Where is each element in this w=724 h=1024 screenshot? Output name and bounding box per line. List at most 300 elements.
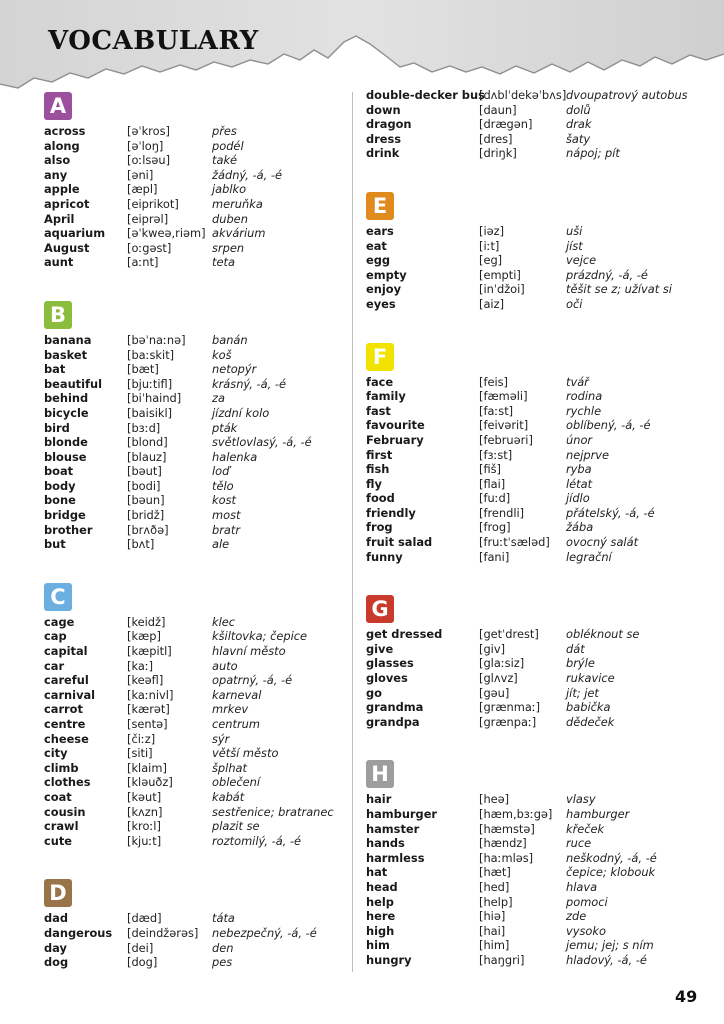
vocabulary-entry bbox=[366, 404, 706, 419]
vocabulary-entry bbox=[44, 702, 344, 717]
letter-badge: F bbox=[366, 343, 394, 371]
pronunciation: [kjuːt] bbox=[127, 833, 162, 848]
vocabulary-entry bbox=[366, 297, 706, 312]
vocabulary-entry bbox=[44, 421, 344, 436]
pronunciation: [bridž] bbox=[127, 508, 165, 523]
english-word: grandpa bbox=[366, 714, 420, 729]
vocabulary-entry bbox=[366, 224, 706, 239]
pronunciation: [fiš] bbox=[479, 462, 501, 477]
pronunciation: [feis] bbox=[479, 374, 509, 389]
pronunciation: [blond] bbox=[127, 435, 168, 450]
english-word: bridge bbox=[44, 508, 86, 523]
vocabulary-entry bbox=[44, 450, 344, 465]
vocabulary-entry bbox=[366, 851, 706, 866]
pronunciation: [bʌt] bbox=[127, 537, 155, 552]
pronunciation: [eiprikot] bbox=[127, 196, 179, 211]
vocabulary-entry bbox=[366, 253, 706, 268]
pronunciation: [aiz] bbox=[479, 296, 505, 311]
pronunciation: [kærət] bbox=[127, 702, 170, 717]
vocabulary-entry bbox=[44, 255, 344, 270]
vocabulary-entry bbox=[44, 241, 344, 256]
czech-translation: klec bbox=[212, 614, 236, 629]
czech-translation: dědeček bbox=[566, 714, 615, 729]
english-word: coat bbox=[44, 789, 72, 804]
czech-translation: ryba bbox=[566, 462, 592, 477]
vocabulary-entry bbox=[366, 642, 706, 657]
pronunciation: [empti] bbox=[479, 267, 521, 282]
czech-translation: zde bbox=[566, 909, 587, 924]
vocabulary-entry bbox=[44, 941, 344, 956]
pronunciation: [əˈkweə,riəm] bbox=[127, 226, 206, 241]
czech-translation: nápoj; pít bbox=[566, 146, 620, 161]
english-word: dragon bbox=[366, 117, 412, 132]
pronunciation: [februəri] bbox=[479, 432, 533, 447]
pronunciation: [hæt] bbox=[479, 865, 511, 880]
vocabulary-entry bbox=[44, 717, 344, 732]
pronunciation: [heə] bbox=[479, 792, 510, 807]
english-word: dog bbox=[44, 955, 69, 970]
english-word: ears bbox=[366, 223, 394, 238]
czech-translation: sýr bbox=[212, 731, 230, 746]
pronunciation: [feivərit] bbox=[479, 418, 529, 433]
english-word: family bbox=[366, 389, 406, 404]
english-word: body bbox=[44, 478, 76, 493]
pronunciation: [haːmləs] bbox=[479, 850, 534, 865]
pronunciation: [bjuːtifl] bbox=[127, 376, 173, 391]
pronunciation: [kləuðz] bbox=[127, 775, 173, 790]
english-word: hat bbox=[366, 865, 388, 880]
czech-translation: brýle bbox=[566, 656, 595, 671]
czech-translation: hamburger bbox=[566, 807, 630, 821]
english-word: along bbox=[44, 138, 80, 153]
czech-translation: oblíbený, -á, -é bbox=[566, 418, 651, 433]
vocabulary-entry bbox=[44, 688, 344, 703]
english-word: fruit salad bbox=[366, 535, 433, 550]
english-word: hamster bbox=[366, 821, 420, 836]
pronunciation: [kaːnivl] bbox=[127, 687, 174, 702]
english-word: face bbox=[366, 374, 394, 389]
czech-translation: sestřenice; bratranec bbox=[212, 804, 334, 819]
english-word: dress bbox=[366, 131, 402, 146]
vocabulary-entry bbox=[44, 926, 344, 941]
pronunciation: [kroːl] bbox=[127, 819, 161, 834]
pronunciation: [keidž] bbox=[127, 614, 166, 629]
czech-translation: přátelský, -á, -é bbox=[566, 505, 655, 520]
pronunciation: [kaː] bbox=[127, 658, 154, 673]
vocabulary-entry bbox=[366, 656, 706, 671]
english-word: April bbox=[44, 211, 75, 226]
english-word: food bbox=[366, 491, 395, 506]
letter-badge: C bbox=[44, 583, 72, 611]
english-word: drink bbox=[366, 146, 400, 161]
vocabulary-entry bbox=[44, 790, 344, 805]
vocabulary-entry bbox=[366, 448, 706, 463]
english-word: fish bbox=[366, 462, 390, 477]
pronunciation: [iːt] bbox=[479, 238, 500, 253]
vocabulary-entry bbox=[366, 627, 706, 642]
pronunciation: [giv] bbox=[479, 641, 506, 656]
pronunciation: [dʌblˈdekəˈbʌs] bbox=[479, 88, 567, 102]
czech-translation: teta bbox=[212, 255, 235, 270]
czech-translation: hlavní město bbox=[212, 644, 286, 659]
czech-translation: těšit se z; užívat si bbox=[566, 282, 672, 297]
vocabulary-entry bbox=[366, 700, 706, 715]
czech-translation: žádný, -á, -é bbox=[212, 167, 282, 182]
czech-translation: za bbox=[212, 391, 225, 406]
pronunciation: [oːlsəu] bbox=[127, 153, 171, 168]
pronunciation: [oːgəst] bbox=[127, 240, 172, 255]
czech-translation: únor bbox=[566, 432, 593, 447]
vocabulary-entry bbox=[44, 226, 344, 241]
vocabulary-entry bbox=[366, 535, 706, 550]
czech-translation: pes bbox=[212, 955, 233, 970]
czech-translation: ale bbox=[212, 537, 230, 552]
pronunciation: [hed] bbox=[479, 879, 510, 894]
vocabulary-entry bbox=[44, 391, 344, 406]
pronunciation: [hiə] bbox=[479, 909, 506, 924]
czech-translation: tělo bbox=[212, 478, 234, 493]
letter-section-h bbox=[366, 760, 706, 967]
czech-translation: jízdní kolo bbox=[212, 405, 270, 420]
czech-translation: drak bbox=[566, 117, 592, 132]
czech-translation: ovocný salát bbox=[566, 535, 639, 550]
english-word: dangerous bbox=[44, 925, 113, 940]
vocabulary-entry bbox=[366, 715, 706, 730]
pronunciation: [iəz] bbox=[479, 223, 505, 238]
vocabulary-column-right bbox=[366, 88, 706, 999]
vocabulary-entry bbox=[366, 282, 706, 297]
vocabulary-entry bbox=[44, 615, 344, 630]
english-word: down bbox=[366, 102, 401, 117]
pronunciation: [fruːtˈsæləd] bbox=[479, 535, 550, 550]
pronunciation: [æpl] bbox=[127, 182, 158, 197]
pronunciation: [čiːz] bbox=[127, 731, 156, 746]
czech-translation: vysoko bbox=[566, 923, 606, 938]
czech-translation: babička bbox=[566, 700, 611, 715]
czech-translation: větší město bbox=[212, 746, 279, 761]
vocabulary-entry bbox=[366, 103, 706, 118]
vocabulary-entry bbox=[366, 792, 706, 807]
english-word: car bbox=[44, 658, 65, 673]
english-word: harmless bbox=[366, 850, 425, 865]
english-word: February bbox=[366, 432, 424, 447]
english-word: cousin bbox=[44, 804, 86, 819]
czech-translation: čepice; klobouk bbox=[566, 865, 656, 880]
pronunciation: [grænpaː] bbox=[479, 714, 537, 729]
page-title: VOCABULARY bbox=[48, 26, 259, 56]
pronunciation: [baːskit] bbox=[127, 347, 175, 362]
vocabulary-entry bbox=[44, 955, 344, 970]
vocabulary-entry bbox=[366, 953, 706, 968]
czech-translation: táta bbox=[212, 911, 235, 926]
vocabulary-entry bbox=[44, 212, 344, 227]
pronunciation: [dei] bbox=[127, 940, 154, 955]
pronunciation: [deindžərəs] bbox=[127, 925, 199, 940]
pronunciation: [aːnt] bbox=[127, 255, 159, 270]
czech-translation: tvář bbox=[566, 374, 589, 389]
czech-translation: netopýr bbox=[212, 362, 257, 377]
english-word: aunt bbox=[44, 255, 74, 270]
vocabulary-entry bbox=[366, 836, 706, 851]
letter-badge: B bbox=[44, 301, 72, 329]
czech-translation: dvoupatrový autobus bbox=[566, 88, 688, 102]
czech-translation: jíst bbox=[566, 238, 583, 253]
english-word: hungry bbox=[366, 952, 412, 967]
english-word: clothes bbox=[44, 775, 91, 790]
vocabulary-entry bbox=[366, 433, 706, 448]
czech-translation: také bbox=[212, 153, 238, 168]
vocabulary-entry bbox=[44, 746, 344, 761]
english-word: bat bbox=[44, 362, 66, 377]
vocabulary-entry bbox=[366, 88, 706, 103]
english-word: here bbox=[366, 909, 396, 924]
letter-section-b bbox=[44, 301, 344, 552]
english-word: centre bbox=[44, 717, 86, 731]
vocabulary-entry bbox=[44, 377, 344, 392]
letter-section-continued bbox=[366, 88, 706, 161]
english-word: day bbox=[44, 940, 67, 955]
pronunciation: [bəˈnaːnə] bbox=[127, 332, 186, 347]
english-word: across bbox=[44, 124, 86, 138]
czech-translation: krásný, -á, -é bbox=[212, 376, 286, 391]
letter-section-a bbox=[44, 92, 344, 270]
pronunciation: [siti] bbox=[127, 746, 153, 761]
czech-translation: srpen bbox=[212, 240, 245, 255]
pronunciation: [getˈdrest] bbox=[479, 627, 539, 642]
czech-translation: uši bbox=[566, 223, 583, 238]
english-word: crawl bbox=[44, 819, 79, 834]
vocabulary-entry bbox=[44, 168, 344, 183]
pronunciation: [grænmaː] bbox=[479, 700, 541, 715]
czech-translation: opatrný, -á, -é bbox=[212, 673, 293, 688]
pronunciation: [fæməli] bbox=[479, 389, 528, 404]
czech-translation: den bbox=[212, 940, 234, 955]
czech-translation: vlasy bbox=[566, 792, 596, 807]
letter-section-c bbox=[44, 583, 344, 849]
vocabulary-entry bbox=[366, 865, 706, 880]
english-word: hamburger bbox=[366, 807, 438, 821]
pronunciation: [fani] bbox=[479, 549, 510, 564]
czech-translation: oči bbox=[566, 296, 583, 311]
vocabulary-entry bbox=[44, 479, 344, 494]
column-divider bbox=[352, 92, 353, 972]
english-word: beautiful bbox=[44, 376, 102, 391]
english-word: first bbox=[366, 447, 393, 462]
english-word: also bbox=[44, 153, 71, 168]
czech-translation: žába bbox=[566, 520, 594, 535]
czech-translation: nejprve bbox=[566, 447, 610, 462]
english-word: hands bbox=[366, 836, 405, 851]
english-word: empty bbox=[366, 267, 407, 282]
czech-translation: podél bbox=[212, 138, 244, 153]
vocabulary-entry bbox=[44, 834, 344, 849]
pronunciation: [keəfl] bbox=[127, 673, 164, 688]
vocabulary-entry bbox=[366, 375, 706, 390]
english-word: boat bbox=[44, 464, 74, 479]
letter-badge: G bbox=[366, 595, 394, 623]
pronunciation: [glaːsiz] bbox=[479, 656, 525, 671]
english-word: brother bbox=[44, 522, 93, 537]
english-word: head bbox=[366, 879, 398, 894]
pronunciation: [inˈdžoi] bbox=[479, 282, 525, 297]
vocabulary-entry bbox=[366, 506, 706, 521]
english-word: help bbox=[366, 894, 394, 909]
pronunciation: [daun] bbox=[479, 102, 517, 117]
pronunciation: [kəut] bbox=[127, 789, 162, 804]
english-word: dad bbox=[44, 911, 68, 926]
pronunciation: [bodi] bbox=[127, 478, 161, 493]
letter-badge: A bbox=[44, 92, 72, 120]
czech-translation: prázdný, -á, -é bbox=[566, 267, 648, 282]
pronunciation: [brʌðə] bbox=[127, 522, 169, 537]
czech-translation: oblečení bbox=[212, 775, 261, 790]
vocabulary-entry bbox=[366, 418, 706, 433]
letter-badge: E bbox=[366, 192, 394, 220]
pronunciation: [help] bbox=[479, 894, 513, 909]
czech-translation: rodina bbox=[566, 389, 603, 404]
czech-translation: ruce bbox=[566, 836, 592, 851]
english-word: egg bbox=[366, 253, 391, 268]
vocabulary-entry bbox=[44, 348, 344, 363]
english-word: August bbox=[44, 240, 90, 255]
vocabulary-entry bbox=[44, 629, 344, 644]
vocabulary-entry bbox=[44, 362, 344, 377]
english-word: blonde bbox=[44, 435, 88, 450]
pronunciation: [dog] bbox=[127, 955, 158, 970]
vocabulary-entry bbox=[44, 464, 344, 479]
pronunciation: [klaim] bbox=[127, 760, 167, 775]
pronunciation: [sentə] bbox=[127, 717, 168, 731]
vocabulary-entry bbox=[44, 139, 344, 154]
letter-section-e bbox=[366, 192, 706, 312]
czech-translation: kšiltovka; čepice bbox=[212, 629, 308, 644]
vocabulary-entry bbox=[366, 239, 706, 254]
czech-translation: světlovlasý, -á, -é bbox=[212, 435, 312, 450]
pronunciation: [biˈhaind] bbox=[127, 391, 182, 406]
english-word: banana bbox=[44, 332, 92, 347]
vocabulary-entry bbox=[366, 462, 706, 477]
czech-translation: dolů bbox=[566, 102, 591, 117]
pronunciation: [gəu] bbox=[479, 685, 510, 700]
pronunciation: [faːst] bbox=[479, 403, 514, 418]
english-word: cage bbox=[44, 614, 75, 629]
english-word: friendly bbox=[366, 505, 416, 520]
pronunciation: [blauz] bbox=[127, 449, 167, 464]
vocabulary-entry bbox=[44, 537, 344, 552]
vocabulary-entry bbox=[44, 182, 344, 197]
vocabulary-entry bbox=[366, 550, 706, 565]
czech-translation: bratr bbox=[212, 522, 241, 537]
czech-translation: neškodný, -á, -é bbox=[566, 850, 657, 865]
czech-translation: most bbox=[212, 508, 241, 523]
vocabulary-entry bbox=[44, 819, 344, 834]
pronunciation: [kæpitl] bbox=[127, 644, 172, 659]
pronunciation: [bɜːd] bbox=[127, 420, 161, 435]
pronunciation: [haŋgri] bbox=[479, 952, 525, 967]
czech-translation: plazit se bbox=[212, 819, 260, 834]
english-word: grandma bbox=[366, 700, 424, 715]
english-word: fast bbox=[366, 403, 391, 418]
czech-translation: rychle bbox=[566, 403, 602, 418]
vocabulary-entry bbox=[44, 911, 344, 926]
czech-translation: jablko bbox=[212, 182, 247, 197]
pronunciation: [dæd] bbox=[127, 911, 162, 926]
czech-translation: létat bbox=[566, 476, 593, 491]
english-word: basket bbox=[44, 347, 88, 362]
vocabulary-entry bbox=[366, 895, 706, 910]
vocabulary-entry bbox=[366, 880, 706, 895]
czech-translation: kabát bbox=[212, 789, 245, 804]
pronunciation: [əˈkros] bbox=[127, 124, 170, 138]
vocabulary-entry bbox=[44, 761, 344, 776]
czech-translation: roztomilý, -á, -é bbox=[212, 833, 302, 848]
pronunciation: [frog] bbox=[479, 520, 511, 535]
czech-translation: centrum bbox=[212, 717, 260, 731]
english-word: careful bbox=[44, 673, 89, 688]
czech-translation: duben bbox=[212, 211, 248, 226]
english-word: frog bbox=[366, 520, 393, 535]
pronunciation: [frendli] bbox=[479, 505, 525, 520]
english-word: carrot bbox=[44, 702, 83, 717]
vocabulary-entry bbox=[44, 124, 344, 139]
vocabulary-entry bbox=[366, 117, 706, 132]
vocabulary-entry bbox=[44, 523, 344, 538]
english-word: favourite bbox=[366, 418, 425, 433]
vocabulary-entry bbox=[366, 938, 706, 953]
pronunciation: [hæmstə] bbox=[479, 821, 535, 836]
pronunciation: [bəut] bbox=[127, 464, 162, 479]
czech-translation: hlava bbox=[566, 879, 598, 894]
czech-translation: šaty bbox=[566, 131, 591, 146]
english-word: capital bbox=[44, 644, 88, 659]
english-word: but bbox=[44, 537, 66, 552]
vocabulary-entry bbox=[44, 732, 344, 747]
vocabulary-entry bbox=[366, 146, 706, 161]
letter-section-d bbox=[44, 879, 344, 969]
english-word: apple bbox=[44, 182, 80, 197]
pronunciation: [hændz] bbox=[479, 836, 527, 851]
english-word: behind bbox=[44, 391, 89, 406]
czech-translation: jídlo bbox=[566, 491, 590, 506]
vocabulary-entry bbox=[366, 389, 706, 404]
english-word: double-decker bus bbox=[366, 88, 485, 102]
vocabulary-entry bbox=[366, 807, 706, 822]
english-word: aquarium bbox=[44, 226, 106, 241]
czech-translation: banán bbox=[212, 332, 248, 347]
pronunciation: [baisikl] bbox=[127, 405, 173, 420]
vocabulary-entry bbox=[44, 805, 344, 820]
english-word: gloves bbox=[366, 671, 408, 686]
page-number: 49 bbox=[675, 987, 698, 1006]
vocabulary-entry bbox=[366, 132, 706, 147]
english-word: hair bbox=[366, 792, 392, 807]
vocabulary-entry bbox=[366, 491, 706, 506]
vocabulary-entry bbox=[366, 822, 706, 837]
vocabulary-column-left bbox=[44, 92, 344, 1001]
english-word: city bbox=[44, 746, 68, 761]
czech-translation: přes bbox=[212, 124, 237, 138]
pronunciation: [əni] bbox=[127, 167, 154, 182]
letter-section-g bbox=[366, 595, 706, 729]
czech-translation: vejce bbox=[566, 253, 597, 268]
vocabulary-entry bbox=[366, 671, 706, 686]
english-word: cheese bbox=[44, 731, 89, 746]
english-word: glasses bbox=[366, 656, 414, 671]
vocabulary-entry bbox=[44, 659, 344, 674]
english-word: go bbox=[366, 685, 382, 700]
pronunciation: [him] bbox=[479, 938, 510, 953]
czech-translation: šplhat bbox=[212, 760, 247, 775]
